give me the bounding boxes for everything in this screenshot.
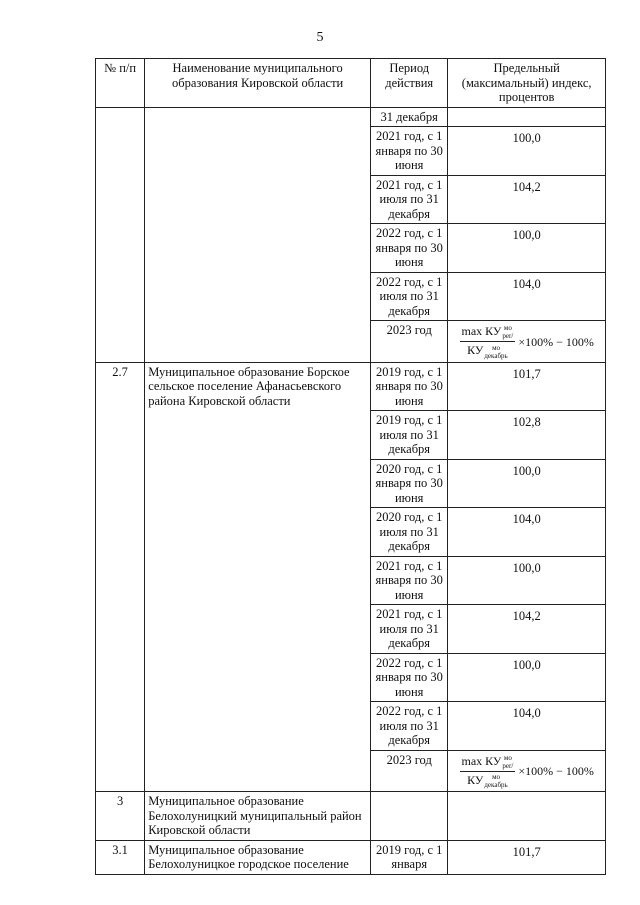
table-row [96, 362, 606, 411]
table-row [96, 840, 606, 874]
cell-index: 102,8 [448, 411, 606, 460]
cell-period [371, 792, 448, 841]
cell-index: 104,2 [448, 175, 606, 224]
cell-period: 2019 год, с 1 января по 30 июня [371, 362, 448, 411]
cell-index: 104,0 [448, 702, 606, 751]
cell-period: 2020 год, с 1 июля по 31 декабря [371, 508, 448, 557]
formula-tail: ×100% − 100% [518, 334, 594, 349]
cell-index: 100,0 [448, 224, 606, 273]
cell-period: 2019 год, с 1 июля по 31 декабря [371, 411, 448, 460]
cell-index: 101,7 [448, 362, 606, 411]
header-num: № п/п [96, 59, 145, 108]
table-row [96, 792, 606, 841]
cell-index: 104,2 [448, 605, 606, 654]
cell-period: 2021 год, с 1 июля по 31 декабря [371, 175, 448, 224]
cell-period: 2021 год, с 1 июля по 31 декабря [371, 605, 448, 654]
cell-period: 2021 год, с 1 января по 30 июня [371, 127, 448, 176]
header-period: Период действия [371, 59, 448, 108]
cell-period: 2020 год, с 1 января по 30 июня [371, 459, 448, 508]
index-formula [451, 753, 602, 790]
cell-index-formula [448, 321, 606, 363]
table-header-row [96, 59, 606, 108]
cell-index: 101,7 [448, 840, 606, 874]
cell-index: 100,0 [448, 127, 606, 176]
cell-name: Муниципальное образование Белохолуницкий муниципальный район Кировской области [145, 792, 371, 841]
cell-period: 2022 год, с 1 января по 30 июня [371, 653, 448, 702]
cell-name: Муниципальное образование Борское сельское поселение Афанасьевского района Кировской области [145, 362, 371, 792]
cell-period: 2021 год, с 1 января по 30 июня [371, 556, 448, 605]
cell-period: 2023 год [371, 321, 448, 363]
header-index: Предельный (максимальный) индекс, процентов [448, 59, 606, 108]
cell-index-formula [448, 750, 606, 792]
cell-period: 2023 год [371, 750, 448, 792]
formula-numerator: max КУ мо per/ [461, 324, 514, 341]
cell-name: Муниципальное образование Белохолуницкое городское поселение [145, 840, 371, 874]
index-formula [451, 323, 602, 360]
cell-index: 100,0 [448, 459, 606, 508]
cell-index [448, 107, 606, 127]
formula-tail: ×100% − 100% [518, 764, 594, 778]
cell-index: 104,0 [448, 272, 606, 321]
cell-period: 2019 год, с 1 января [371, 840, 448, 874]
cell-num: 3.1 [96, 840, 145, 874]
cell-index: 104,0 [448, 508, 606, 557]
cell-num: 2.7 [96, 362, 145, 792]
cell-period: 2022 год, с 1 июля по 31 декабря [371, 272, 448, 321]
formula-numerator: max КУ мо per/ [461, 753, 514, 770]
formula-fraction [460, 324, 516, 360]
tariff-index-table [95, 58, 606, 875]
formula-denominator: КУ мо декабрь [467, 343, 508, 360]
formula-denominator: КУ мо декабрь [467, 772, 508, 789]
cell-period: 2022 год, с 1 января по 30 июня [371, 224, 448, 273]
cell-name [145, 107, 371, 362]
formula-fraction [460, 754, 516, 790]
table-row [96, 107, 606, 127]
page-number: 5 [316, 30, 324, 45]
cell-period: 2022 год, с 1 июля по 31 декабря [371, 702, 448, 751]
cell-period: 31 декабря [371, 107, 448, 127]
header-name: Наименование муниципального образования Кировской области [145, 59, 371, 108]
cell-index: 100,0 [448, 556, 606, 605]
cell-index: 100,0 [448, 653, 606, 702]
cell-num [96, 107, 145, 362]
cell-index [448, 792, 606, 841]
cell-num: 3 [96, 792, 145, 841]
